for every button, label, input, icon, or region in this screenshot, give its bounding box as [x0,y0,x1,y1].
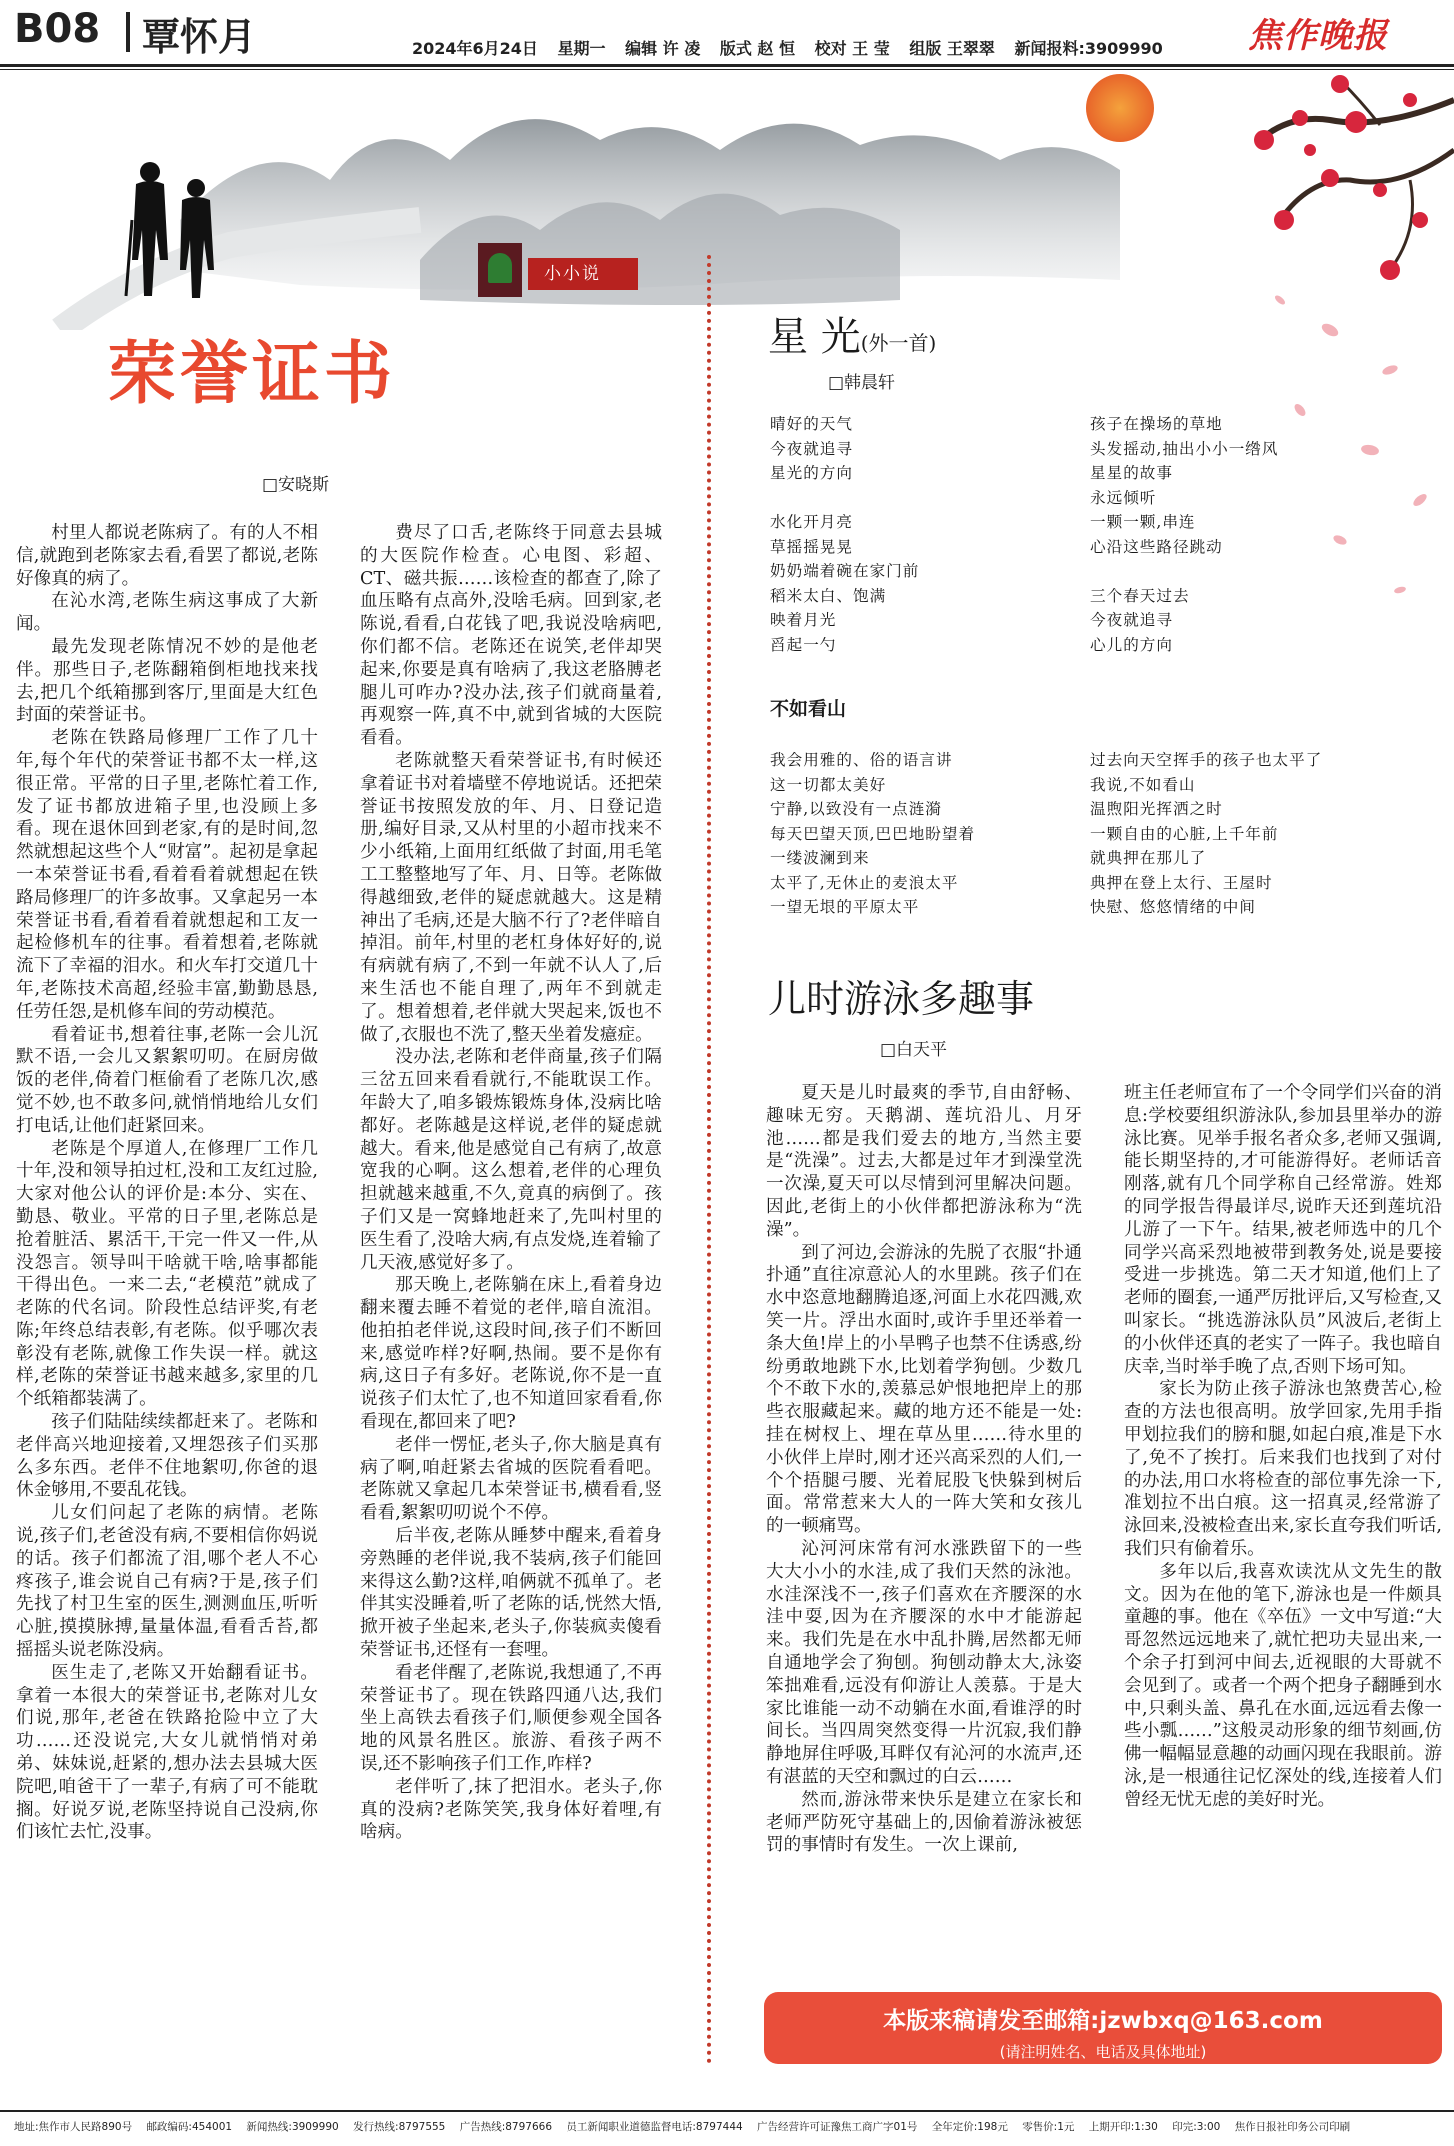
masthead-separator [126,12,130,52]
paragraph: 沁河河床常有河水涨跌留下的一些大大小小的水洼,成了我们天然的泳池。水洼深浅不一,孩子们喜欢在齐腰深的水洼中耍,因为在齐腰深的水中才能游起来。我们先是在水中乱扑腾,居然都无师自通地学会了狗刨。狗刨动静太大,泳姿笨拙难看,远没有仰游让人羡慕。于是大家比谁能一动不动躺在水面,看谁浮的时间长。当四周突然变得一片沉寂,我们静静地屏住呼吸,耳畔仅有沁河的水流声,还有湛蓝的天空和飘过的白云…… [766,1538,1082,1787]
paragraph: 老伴一愣怔,老头子,你大脑是真有病了啊,咱赶紧去省城的医院看看吧。老陈就又拿起几本荣誉证书,横看看,竖看看,絮絮叨叨说个不停。 [360,1434,662,1524]
paragraph: 老陈在铁路局修理厂工作了几十年,每个年代的荣誉证书都不太一样,这很正常。平常的日子里,老陈忙着工作,发了证书都放进箱子里,也没顾上多看。现在退休回到老家,有的是时间,忽然就想起这些个人“财富”。起初是拿起一本荣誉证书看,看着看着就想起在铁路局修理厂的许多故事。又拿起另一本荣誉证书看,看着看着就想起和工友一起检修机车的往事。看着想着,老陈就流下了幸福的泪水。和火车打交道几十年,老陈技术高超,经验丰富,勤勤恳恳,任劳任怨,是机修车间的劳动模范。 [16,728,318,1022]
footer-annual-price: 全年定价:198元 [931,2121,1008,2133]
paragraph: 到了河边,会游泳的先脱了衣服“扑通扑通”直往凉意沁人的水里跳。孩子们在水中恣意地翻腾追逐,河面上水花四溅,欢笑一片。浮出水面时,或许手里还举着一条大鱼!岸上的小旱鸭子也禁不住诱惑,纷纷勇敢地跳下水,比划着学狗刨。少数几个不敢下水的,羡慕忌妒恨地把岸上的那些衣服藏起来。藏的地方还不能是一处:挂在树杈上、埋在草丛里……待水里的小伙伴上岸时,刚才还兴高采烈的人们,一个个捂腿弓腰、光着屁股飞快躲到树后面。常常惹来大人的一阵大笑和女孩儿的一顿痛骂。 [766,1242,1082,1537]
story1-title: 荣誉证书 [108,335,397,414]
footer-ethics-phone: 员工新闻职业道德监督电话:8797444 [566,2121,743,2133]
poem2-left: 我会用雅的、俗的语言讲 这一切都太美好 宁静,以致没有一点涟漪 每天巴望天顶,巴巴地盼望着 一缕波澜到来 太平了,无休止的麦浪太平 一望无垠的平原太平 [770,751,976,916]
story1-column-1 [16,522,318,1844]
paragraph: 多年以后,我喜欢读沈从文先生的散文。因为在他的笔下,游泳也是一件颇具童趣的事。他在《卒伍》一文中写道:“大哥忽然远远地来了,就忙把功夫显出来,一个余子打到河中间去,近视眼的大哥就不会见到了。或者一个两个把身子翻睡到水中,只剩头盖、鼻孔在水面,远远看去像一些小瓢……”这般灵动形象的细节刻画,仿佛一幅幅显意趣的动画闪现在我眼前。游泳,是一根通往记忆深处的线,连接着人们曾经无忧无虑的美好时光。 [1124,1561,1442,1810]
paragraph: 然而,游泳带来快乐是建立在家长和老师严防死守基础上的,因偷着游泳被惩罚的事情时有发生。一次上课前, [766,1789,1082,1856]
story2-heading [768,305,936,362]
paragraph: 夏天是儿时最爽的季节,自由舒畅、趣味无穷。天鹅湖、莲坑沿儿、月牙池……都是我们爱去的地方,当然主要是“洗澡”。过去,大都是过年才到澡堂洗一次澡,夏天可以尽情到河里解决问题。因此,老街上的小伙伴都把游泳称为“洗澡”。 [766,1083,1082,1240]
paragraph: 家长为防止孩子游泳也煞费苦心,检查的方法也很高明。放学回家,先用手指甲划拉我们的膀和腿,如起白痕,准是下水了,免不了挨打。后来我们也找到了对付的办法,用口水将检查的部位事先涂一下,准划拉不出白痕。这一招真灵,经常游了泳回来,没被检查出来,家长直夸我们听话,我们只有偷着乐。 [1124,1379,1442,1559]
masthead-info [412,36,1177,59]
proofreader: 校对 王 莹 [814,39,890,58]
footer-postcode: 邮政编码:454001 [146,2121,233,2133]
poem2-title: 不如看山 [770,698,847,720]
paragraph: 孩子们陆陆续续都赶来了。老陈和老伴高兴地迎接着,又埋怨孩子们买那么多东西。老伴不住地絮叨,你爸的退休金够用,不要乱花钱。 [16,1412,318,1501]
paragraph: 没办法,老陈和老伴商量,孩子们隔三岔五回来看看就行,不能耽误工作。年龄大了,咱多锻炼锻炼身体,没病比啥都好。老陈越是这样说,老伴的疑虑就越大。看来,他是感觉自己有病了,故意宽我的心啊。这么想着,老伴的心理负担就越来越重,不久,竟真的病倒了。孩子们又是一窝蜂地赶来了,先叫村里的医生看了,没啥大病,有点发烧,连着输了几天液,感觉好多了。 [360,1047,662,1273]
story2-title: 星 光 [768,314,861,360]
footer-retail-price: 零售价:1元 [1022,2121,1075,2133]
paragraph: 村里人都说老陈病了。有的人不相信,就跑到老陈家去看,看罢了都说,老陈好像真的病了。 [16,523,318,589]
news-hotline: 新闻报料:3909990 [1014,39,1163,58]
paragraph: 老陈是个厚道人,在修理厂工作几十年,没和领导拍过杠,没和工友红过脸,大家对他公认的评价是:本分、实在、勤恳、敬业。平常的日子里,老陈总是抢着脏活、累活干,干完一件又一件,从没怨言。领导叫干啥就干啥,啥事都能干得出色。一来二去,“老模范”就成了老陈的代名词。阶段性总结评奖,有老陈;年终总结表彰,有老陈。似乎哪次表彰没有老陈,就像工作失误一样。就这样,老陈的荣誉证书越来越多,家里的几个纸箱都装满了。 [16,1138,318,1410]
weekday: 星期一 [557,39,606,58]
footer-print-start: 上期开印:1:30 [1088,2121,1158,2133]
paragraph: 那天晚上,老陈躺在床上,看着身边翻来覆去睡不着觉的老伴,暗自流泪。他拍拍老伴说,这段时间,孩子们不断回来,感觉咋样?好啊,热闹。要不是你有病,这日子有多好。老陈说,你不是一直说孩子们太忙了,也不知道回家看看,你看现在,都回来了吧? [360,1275,662,1433]
top-rule [0,64,1454,67]
story3-column-2 [1124,1082,1442,1812]
tag-image [478,243,522,297]
paragraph: 看着证书,想着往事,老陈一会儿沉默不语,一会儿又絮絮叨叨。在厨房做饭的老伴,倚着门框偷看了老陈几次,感觉不妙,也不敢多问,就悄悄地给儿女们打电话,让他们赶紧回来。 [16,1024,318,1136]
paragraph: 费尽了口舌,老陈终于同意去县城的大医院作检查。心电图、彩超、CT、磁共振……该检查的都查了,除了血压略有点高外,没啥毛病。回到家,老陈说,看看,白花钱了吧,我说没啥病吧,你们都不信。老陈还在说笑,老伴却哭起来,你要是真有啥病了,我这老胳膊老腿儿可咋办?没办法,孩子们就商量着,再观察一阵,真不中,就到省城的大医院看看。 [360,523,662,749]
footer-address: 地址:焦作市人民路890号 [14,2121,133,2133]
story3-column-1 [766,1082,1082,1857]
paragraph: 儿女们问起了老陈的病情。老陈说,孩子们,老爸没有病,不要相信你妈说的话。孩子们都流了泪,哪个老人不心疼孩子,谁会说自己有病?于是,孩子们先找了村卫生室的医生,测测血压,听听心脏,摸摸脉搏,量量体温,看看舌苔,都摇摇头说老陈没病。 [16,1503,318,1661]
submission-banner [764,1992,1442,2064]
footer [14,2119,1444,2134]
poem2-right: 过去向天空挥手的孩子也太平了 我说,不如看山 温煦阳光挥洒之时 一颗自由的心脏,上千年前 就典押在那儿了 典押在登上太行、王屋时 快慰、悠悠情绪的中间 [1090,751,1323,916]
paragraph: 医生走了,老陈又开始翻看证书。拿着一本很大的荣誉证书,老陈对儿女们说,那年,老爸在铁路抢险中立了大功……还没说完,大女儿就悄悄对弟弟、妹妹说,赶紧的,想办法去县城大医院吧,咱爸干了一辈子,有病了可不能耽搁。好说歹说,老陈坚持说自己没病,你们该忙去忙,没事。 [16,1662,318,1843]
paragraph: 后半夜,老陈从睡梦中醒来,看着身旁熟睡的老伴说,我不装病,孩子们能回来得这么勤?这样,咱俩就不孤单了。老伴其实没睡着,听了老陈的话,恍然大悟,掀开被子坐起来,老头子,你装疯卖傻看荣誉证书,还怪有一套哩。 [360,1526,662,1661]
story3-author: □白天平 [880,1040,948,1060]
footer-rule [0,2110,1454,2112]
masthead [0,0,1454,62]
paragraph: 老伴听了,抹了把泪水。老头子,你真的没病?老陈笑笑,我身体好着哩,有啥病。 [360,1776,662,1843]
story-tag: 小小说 [528,258,638,290]
story1-column-2 [360,522,662,1844]
submission-note: (请注明姓名、电话及具体地址) [999,2043,1207,2061]
footer-printer: 焦作日报社印务公司印刷 [1234,2121,1351,2133]
submission-email: 本版来稿请发至邮箱:jzwbxq@163.com [883,2008,1323,2034]
story1-author: □安晓斯 [262,475,330,495]
paragraph: 最先发现老陈情况不妙的是他老伴。那些日子,老陈翻箱倒柜地找来找去,把几个纸箱挪到客厅,里面是大红色封面的荣誉证书。 [16,636,318,726]
story2-subtitle: (外一首) [860,331,937,355]
paragraph: 看老伴醒了,老陈说,我想通了,不再荣誉证书了。现在铁路四通八达,我们坐上高铁去看孩子们,顺便参观全国各地的风景名胜区。旅游、看孩子两不误,还不影响孩子们工作,咋样? [360,1662,662,1775]
paragraph: 在沁水湾,老陈生病这事成了大新闻。 [16,591,318,635]
story2-author: □韩晨轩 [828,373,896,393]
footer-distribution-hotline: 发行热线:8797555 [353,2121,446,2133]
paragraph: 班主任老师宣布了一个令同学们兴奋的消息:学校要组织游泳队,参加县里举办的游泳比赛。见举手报名者众多,老师又强调,能长期坚持的,才可能游得好。老师话音刚落,就有几个同学称自己经常游。姓郑的同学报告得最详尽,说昨天还到莲坑沿儿游了一下午。结果,被老师选中的几个同学兴高采烈地被带到教务处,说是要接受进一步挑选。第二天才知道,他们上了老师的圈套,一通严厉批评后,又写检查,又叫家长。“挑选游泳队员”风波后,老街上的小伙伴还真的老实了一阵子。我也暗自庆幸,当时举手晚了点,否则下场可知。 [1124,1083,1442,1377]
page-number: B08 [14,6,101,52]
newspaper-logo: 焦作晚报 [1248,16,1388,56]
issue-date: 2024年6月24日 [412,39,538,58]
column-divider [707,255,711,2065]
poem1-right: 孩子在操场的草地 头发摇动,抽出小小一绺风 星星的故事 永远倾听 一颗一颗,串连 心沿这些路径跳动 三个春天过去 今夜就追寻 心儿的方向 [1090,415,1279,654]
footer-ad-hotline: 广告热线:8797666 [459,2121,553,2133]
poem1-left: 晴好的天气 今夜就追寻 星光的方向 水化开月亮 草摇摇晃晃 奶奶端着碗在家门前 稻米太白、饱满 映着月光 舀起一勺 [770,415,920,654]
editor: 编辑 许 凌 [625,39,701,58]
story3-title: 儿时游泳多趣事 [768,977,1035,1021]
footer-ad-license: 广告经营许可证豫焦工商广字01号 [757,2121,918,2133]
typesetter: 组版 王翠翠 [909,39,995,58]
layout-credit: 版式 赵 恒 [719,39,795,58]
section-name: 覃怀月 [142,15,257,59]
sun-icon [1086,74,1154,142]
paragraph: 老陈就整天看荣誉证书,有时候还拿着证书对着墙壁不停地说话。还把荣誉证书按照发放的年、月、日登记造册,编好目录,又从村里的小超市找来不少小纸箱,上面用红纸做了封面,用毛笔工工整整地写了年、月、日等。老陈做得越细致,老伴的疑虑就越大。这是精神出了毛病,还是大脑不行了?老伴暗自掉泪。前年,村里的老杠身体好好的,说有病就有病了,不到一年就不认人了,后来生活也不能自理了,两年不到就走了。想着想着,老伴就大哭起来,饭也不做了,衣服也不洗了,整天坐着发癔症。 [360,750,662,1045]
footer-news-hotline: 新闻热线:3909990 [246,2121,339,2133]
footer-print-end: 印完:3:00 [1172,2121,1221,2133]
